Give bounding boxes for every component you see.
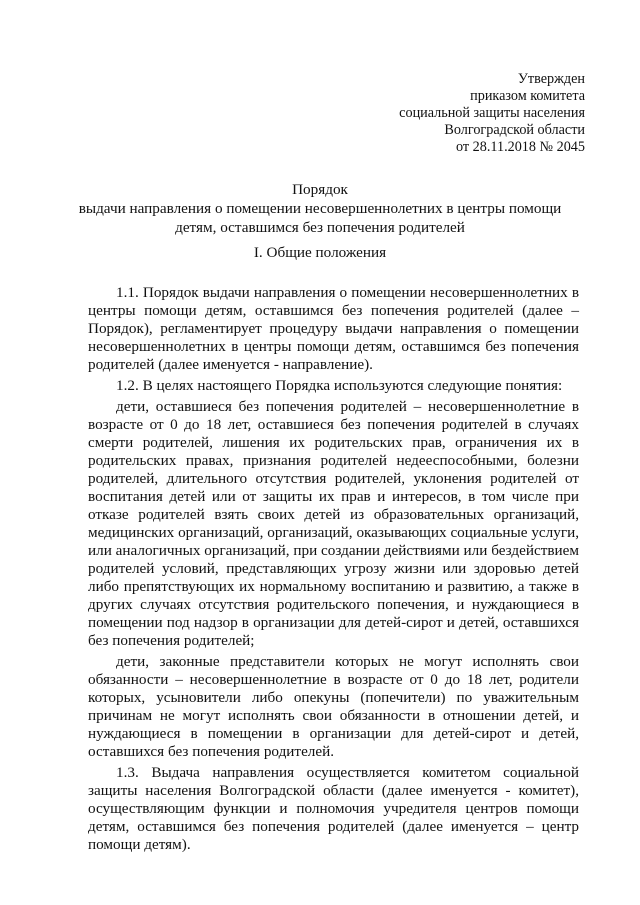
document-title-block [40, 180, 600, 237]
document-title: Порядок [292, 181, 348, 198]
approval-line: Утвержден [517, 71, 585, 87]
document-subtitle-line: выдачи направления о помещении несовершеннолетних в центры помощи [78, 200, 562, 217]
approval-line: приказом комитета [470, 88, 585, 104]
paragraph-1-1: 1.1. Порядок выдачи направления о помещении несовершеннолетних в центры помощи детям, оставшимся без попечения родителей (далее – Порядок), регламентирует процедуру выдачи направления о помещении несовершеннолетних в центры помощи детям, оставшимся без попечения родителей (далее именуется - направление). [88, 284, 579, 373]
approval-date-number: от 28.11.2018 № 2045 [456, 139, 585, 155]
approval-line: Волгоградской области [444, 122, 585, 138]
definition-paragraph: дети, оставшиеся без попечения родителей – несовершеннолетние в возрасте от 0 до 18 лет, оставшиеся без попечения родителей в случаях смерти родителей, лишения их родительских прав, ограничения их в родительских правах, признания родителей недееспособными, болезни родителей, длительного отсутствия родителей, уклонения родителей от воспитания детей или от защиты их прав и интересов, в том числе при отказе родителей взять своих детей из образовательных организаций, медицинских организаций, организаций, оказывающих социальные услуги, или аналогичных организаций, при создании действиями или бездействием родителей условий, представляющих угрозу жизни или здоровью детей либо препятствующих их нормальному воспитанию и развитию, а также в других случаях отсутствия родительского попечения, и нуждающиеся в помещении под надзор в организации для детей-сирот и детей, оставшихся без попечения родителей; [88, 398, 579, 649]
section-heading: I. Общие положения [253, 244, 387, 261]
approval-stamp-block [399, 71, 585, 156]
document-body [88, 284, 579, 857]
paragraph-1-2: 1.2. В целях настоящего Порядка используются следующие понятия: [116, 377, 563, 394]
paragraph-1-3: 1.3. Выдача направления осуществляется комитетом социальной защиты населения Волгоградской области (далее именуется - комитет), осуществляющим функции и полномочия учредителя центров помощи детям, оставшимся без попечения родителей (далее именуется – центр помощи детям). [88, 764, 579, 853]
approval-line: социальной защиты населения [399, 105, 585, 121]
document-subtitle-line: детям, оставшимся без попечения родителей [175, 219, 465, 236]
definition-paragraph: дети, законные представители которых не могут исполнять свои обязанности – несовершеннолетние в возрасте от 0 до 18 лет, родители которых, усыновители либо опекуны (попечители) по уважительным причинам не могут исполнять свои обязанности в отношении детей, и нуждающиеся в помещении в организации для детей-сирот и детей, оставшихся без попечения родителей. [88, 653, 579, 760]
